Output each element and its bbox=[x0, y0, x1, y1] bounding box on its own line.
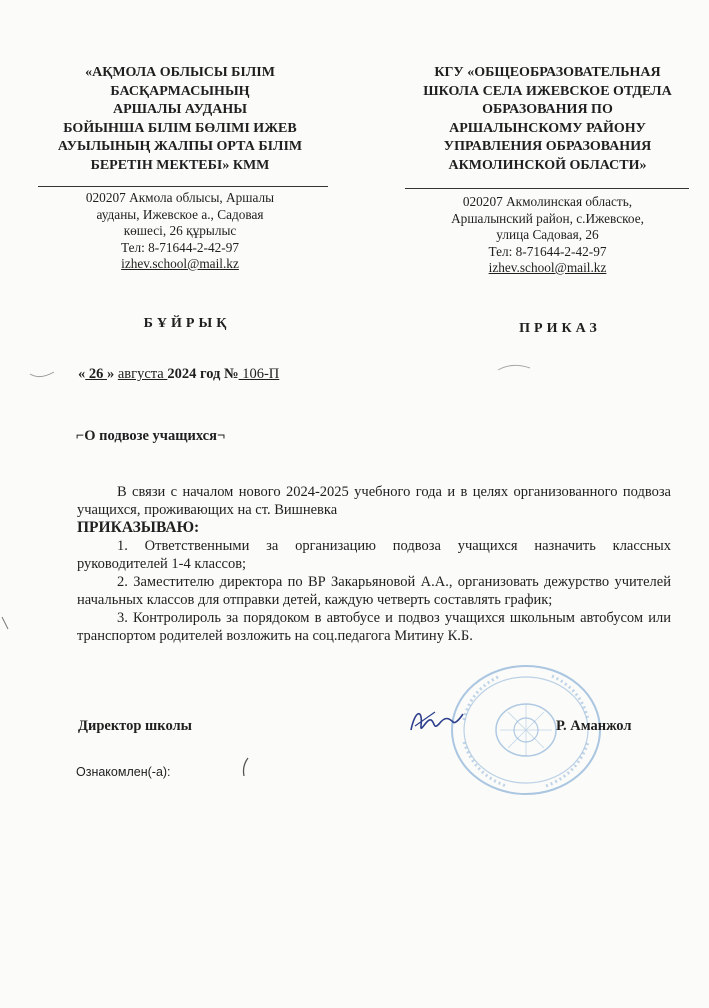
scan-artifact-mark bbox=[28, 360, 56, 380]
scan-artifact-mark bbox=[0, 615, 10, 631]
header-russian-organization bbox=[405, 64, 690, 175]
order-number: 106-П bbox=[238, 366, 280, 382]
email-link[interactable]: izhev.school@mail.kz bbox=[121, 256, 239, 271]
address-line: улица Садовая, 26 bbox=[496, 227, 599, 242]
address-line: Аршалынский район, с.Ижевское, bbox=[451, 210, 644, 226]
header-divider-right bbox=[405, 188, 689, 189]
document-title-russian: ПРИКАЗ bbox=[519, 321, 601, 336]
signature-name: Р. Аманжол bbox=[556, 718, 632, 734]
address-block-russian bbox=[405, 194, 690, 277]
order-subject: ⌐О подвозе учащихся¬ bbox=[76, 428, 226, 444]
acknowledgement-label: Ознакомлен(-а): bbox=[76, 765, 171, 779]
order-item: 3. Контролироль за порядоком в автобусе и подвоз учащихся школьным автобусом или транспортом родителей возложить на соц.педагога Митину К.Б. bbox=[77, 610, 671, 644]
address-line: ауданы, Ижевское а., Садовая bbox=[96, 206, 264, 222]
date-open-quote: « bbox=[78, 366, 86, 382]
header-left-line: БЕРЕТІН МЕКТЕБІ» КММ bbox=[90, 157, 270, 173]
header-kazakh-organization bbox=[30, 64, 330, 175]
header-left-line: АРШАЛЫ АУДАНЫ bbox=[113, 102, 247, 117]
date-year-number-label: 2024 год № bbox=[167, 366, 239, 382]
header-right-line: ОБРАЗОВАНИЯ ПО bbox=[482, 102, 613, 117]
phone-line: Тел: 8-71644-2-42-97 bbox=[488, 243, 607, 259]
address-line: 020207 Акмолинская область, bbox=[462, 194, 633, 209]
header-divider-left bbox=[38, 186, 328, 187]
header-left-line: «АҚМОЛА ОБЛЫСЫ БІЛІМ bbox=[85, 65, 275, 80]
scan-artifact-mark bbox=[240, 756, 252, 778]
header-right-line: УПРАВЛЕНИЯ ОБРАЗОВАНИЯ bbox=[443, 139, 652, 154]
address-line: 020207 Акмола облысы, Аршалы bbox=[85, 190, 275, 205]
date-close-quote: » bbox=[107, 366, 115, 382]
order-item: 1. Ответственными за организацию подвоза учащихся назначить классных руководителей 1-4 классов; bbox=[77, 538, 671, 572]
email-link[interactable]: izhev.school@mail.kz bbox=[488, 260, 607, 275]
date-month: августа bbox=[117, 366, 168, 382]
document-title-kazakh: БҰЙРЫҚ bbox=[143, 316, 231, 331]
order-body bbox=[77, 483, 671, 645]
date-day: 26 bbox=[85, 366, 107, 382]
order-intro: В связи с началом нового 2024-2025 учебного года и в целях организованного подвоза учащихся, проживающих на ст. Вишневка bbox=[77, 484, 671, 518]
header-right-line: ШКОЛА СЕЛА ИЖЕВСКОЕ ОТДЕЛА bbox=[423, 83, 672, 99]
header-right-line: КГУ «ОБЩЕОБРАЗОВАТЕЛЬНАЯ bbox=[434, 65, 661, 80]
header-left-line: АУЫЛЫНЫҢ ЖАЛПЫ ОРТА БІЛІМ bbox=[57, 139, 303, 154]
order-item: 2. Заместителю директора по ВР Закарьяновой А.А., организовать дежурство учителей начальных классов для отправки детей, каждую четверть составлять график; bbox=[77, 574, 671, 608]
signature-role: Директор школы bbox=[78, 718, 192, 734]
header-left-line: БАСҚАРМАСЫНЫҢ bbox=[110, 83, 250, 99]
director-handwritten-signature bbox=[405, 700, 465, 740]
address-line: көшесі, 26 құрылыс bbox=[123, 223, 237, 238]
header-left-line: БОЙЫНША БІЛІМ БӨЛІМІ ИЖЕВ bbox=[63, 120, 297, 136]
header-right-line: АРШАЛЫНСКОМУ РАЙОНУ bbox=[449, 120, 646, 136]
order-date-line bbox=[78, 366, 279, 383]
address-block-kazakh bbox=[40, 190, 320, 273]
scan-artifact-mark bbox=[496, 358, 532, 378]
header-right-line: АКМОЛИНСКОЙ ОБЛАСТИ» bbox=[448, 157, 647, 173]
order-keyword: ПРИКАЗЫВАЮ: bbox=[77, 519, 200, 536]
phone-line: Тел: 8-71644-2-42-97 bbox=[120, 239, 240, 255]
